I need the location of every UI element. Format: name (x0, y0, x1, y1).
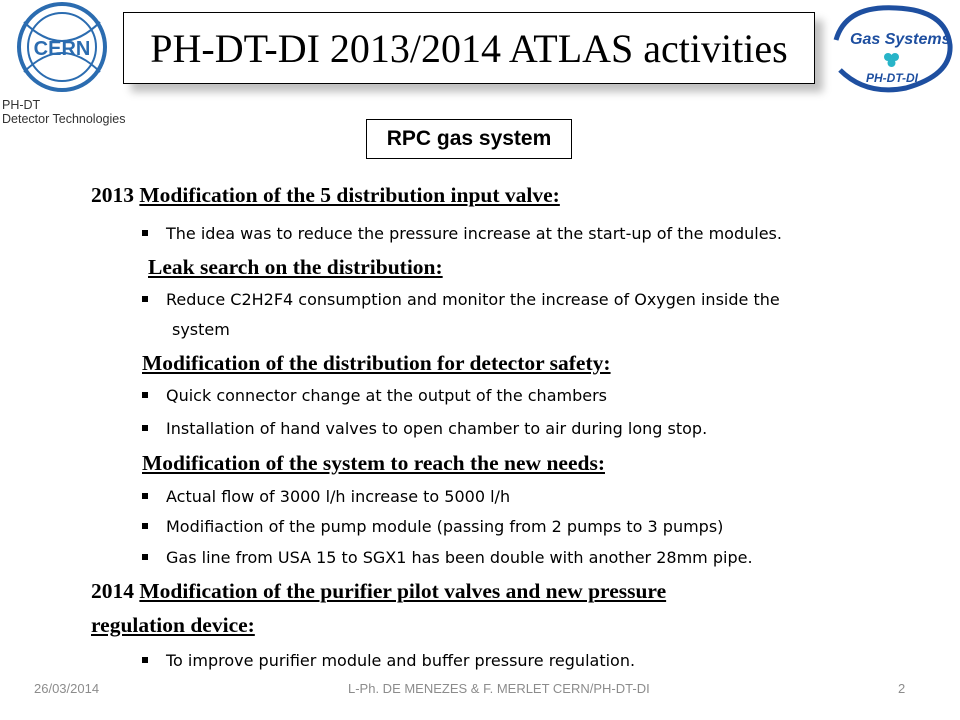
footer-date: 26/03/2014 (34, 681, 100, 696)
list-item-text: Modifiaction of the pump module (passing from 2 pumps to 3 pumps) (166, 517, 724, 536)
bullet-icon (142, 392, 148, 398)
cern-caption (2, 98, 125, 126)
year-2014: 2014 (91, 579, 140, 603)
section-box: RPC gas system (366, 119, 572, 159)
list-item-text: Actual flow of 3000 l/h increase to 5000 l/h (166, 487, 511, 506)
bullet-icon (142, 657, 148, 663)
heading-text: Modification of the distribution for detector safety: (142, 351, 611, 375)
list-item (142, 224, 782, 243)
heading-leak (148, 255, 443, 280)
bullet-icon (142, 230, 148, 236)
gas-systems-logo (826, 0, 960, 100)
list-item (142, 290, 780, 309)
list-item-text: Reduce C2H2F4 consumption and monitor the increase of Oxygen inside the (166, 290, 780, 309)
list-item-text: Gas line from USA 15 to SGX1 has been double with another 28mm pipe. (166, 548, 753, 567)
list-item (142, 419, 707, 438)
bullet-icon (142, 296, 148, 302)
list-item-continuation: system (172, 320, 230, 339)
year-2013: 2013 (91, 183, 140, 207)
gas-logo-title: Gas Systems (850, 31, 951, 48)
heading-2014 (91, 579, 666, 604)
cern-logo-text: CERN (33, 38, 91, 60)
list-item (142, 548, 753, 567)
heading-2013 (91, 183, 560, 208)
slide-title: PH-DT-DI 2013/2014 ATLAS activities (150, 25, 788, 71)
list-item-text: Quick connector change at the output of the chambers (166, 386, 607, 405)
cern-caption-line2: Detector Technologies (2, 112, 126, 126)
heading-text: Leak search on the distribution: (148, 255, 443, 279)
title-box (123, 12, 815, 84)
heading-2014-continuation (91, 613, 255, 638)
heading-2014-text: Modification of the purifier pilot valves and new pressure (139, 579, 667, 603)
footer-authors: L-Ph. DE MENEZES & F. MERLET CERN/PH-DT-DI (348, 681, 650, 696)
list-item (142, 386, 607, 405)
heading-2013-text: Modification of the 5 distribution input valve: (139, 183, 560, 207)
bullet-icon (142, 523, 148, 529)
bullet-icon (142, 554, 148, 560)
gas-logo-sub: PH-DT-DI (866, 71, 918, 85)
list-item-text: Installation of hand valves to open chamber to air during long stop. (166, 419, 708, 438)
footer-page-number: 2 (898, 681, 906, 696)
list-item (142, 651, 635, 670)
heading-text: regulation device: (91, 613, 255, 637)
cern-caption-line1: PH-DT (2, 98, 41, 112)
list-item (142, 487, 510, 506)
list-item-text: To improve purifier module and buffer pressure regulation. (166, 651, 636, 670)
list-item-text: The idea was to reduce the pressure increase at the start-up of the modules. (166, 224, 782, 243)
bullet-icon (142, 425, 148, 431)
list-item (142, 517, 723, 536)
heading-needs (142, 451, 605, 476)
heading-safety (142, 351, 611, 376)
bullet-icon (142, 493, 148, 499)
heading-text: Modification of the system to reach the new needs: (142, 451, 605, 475)
